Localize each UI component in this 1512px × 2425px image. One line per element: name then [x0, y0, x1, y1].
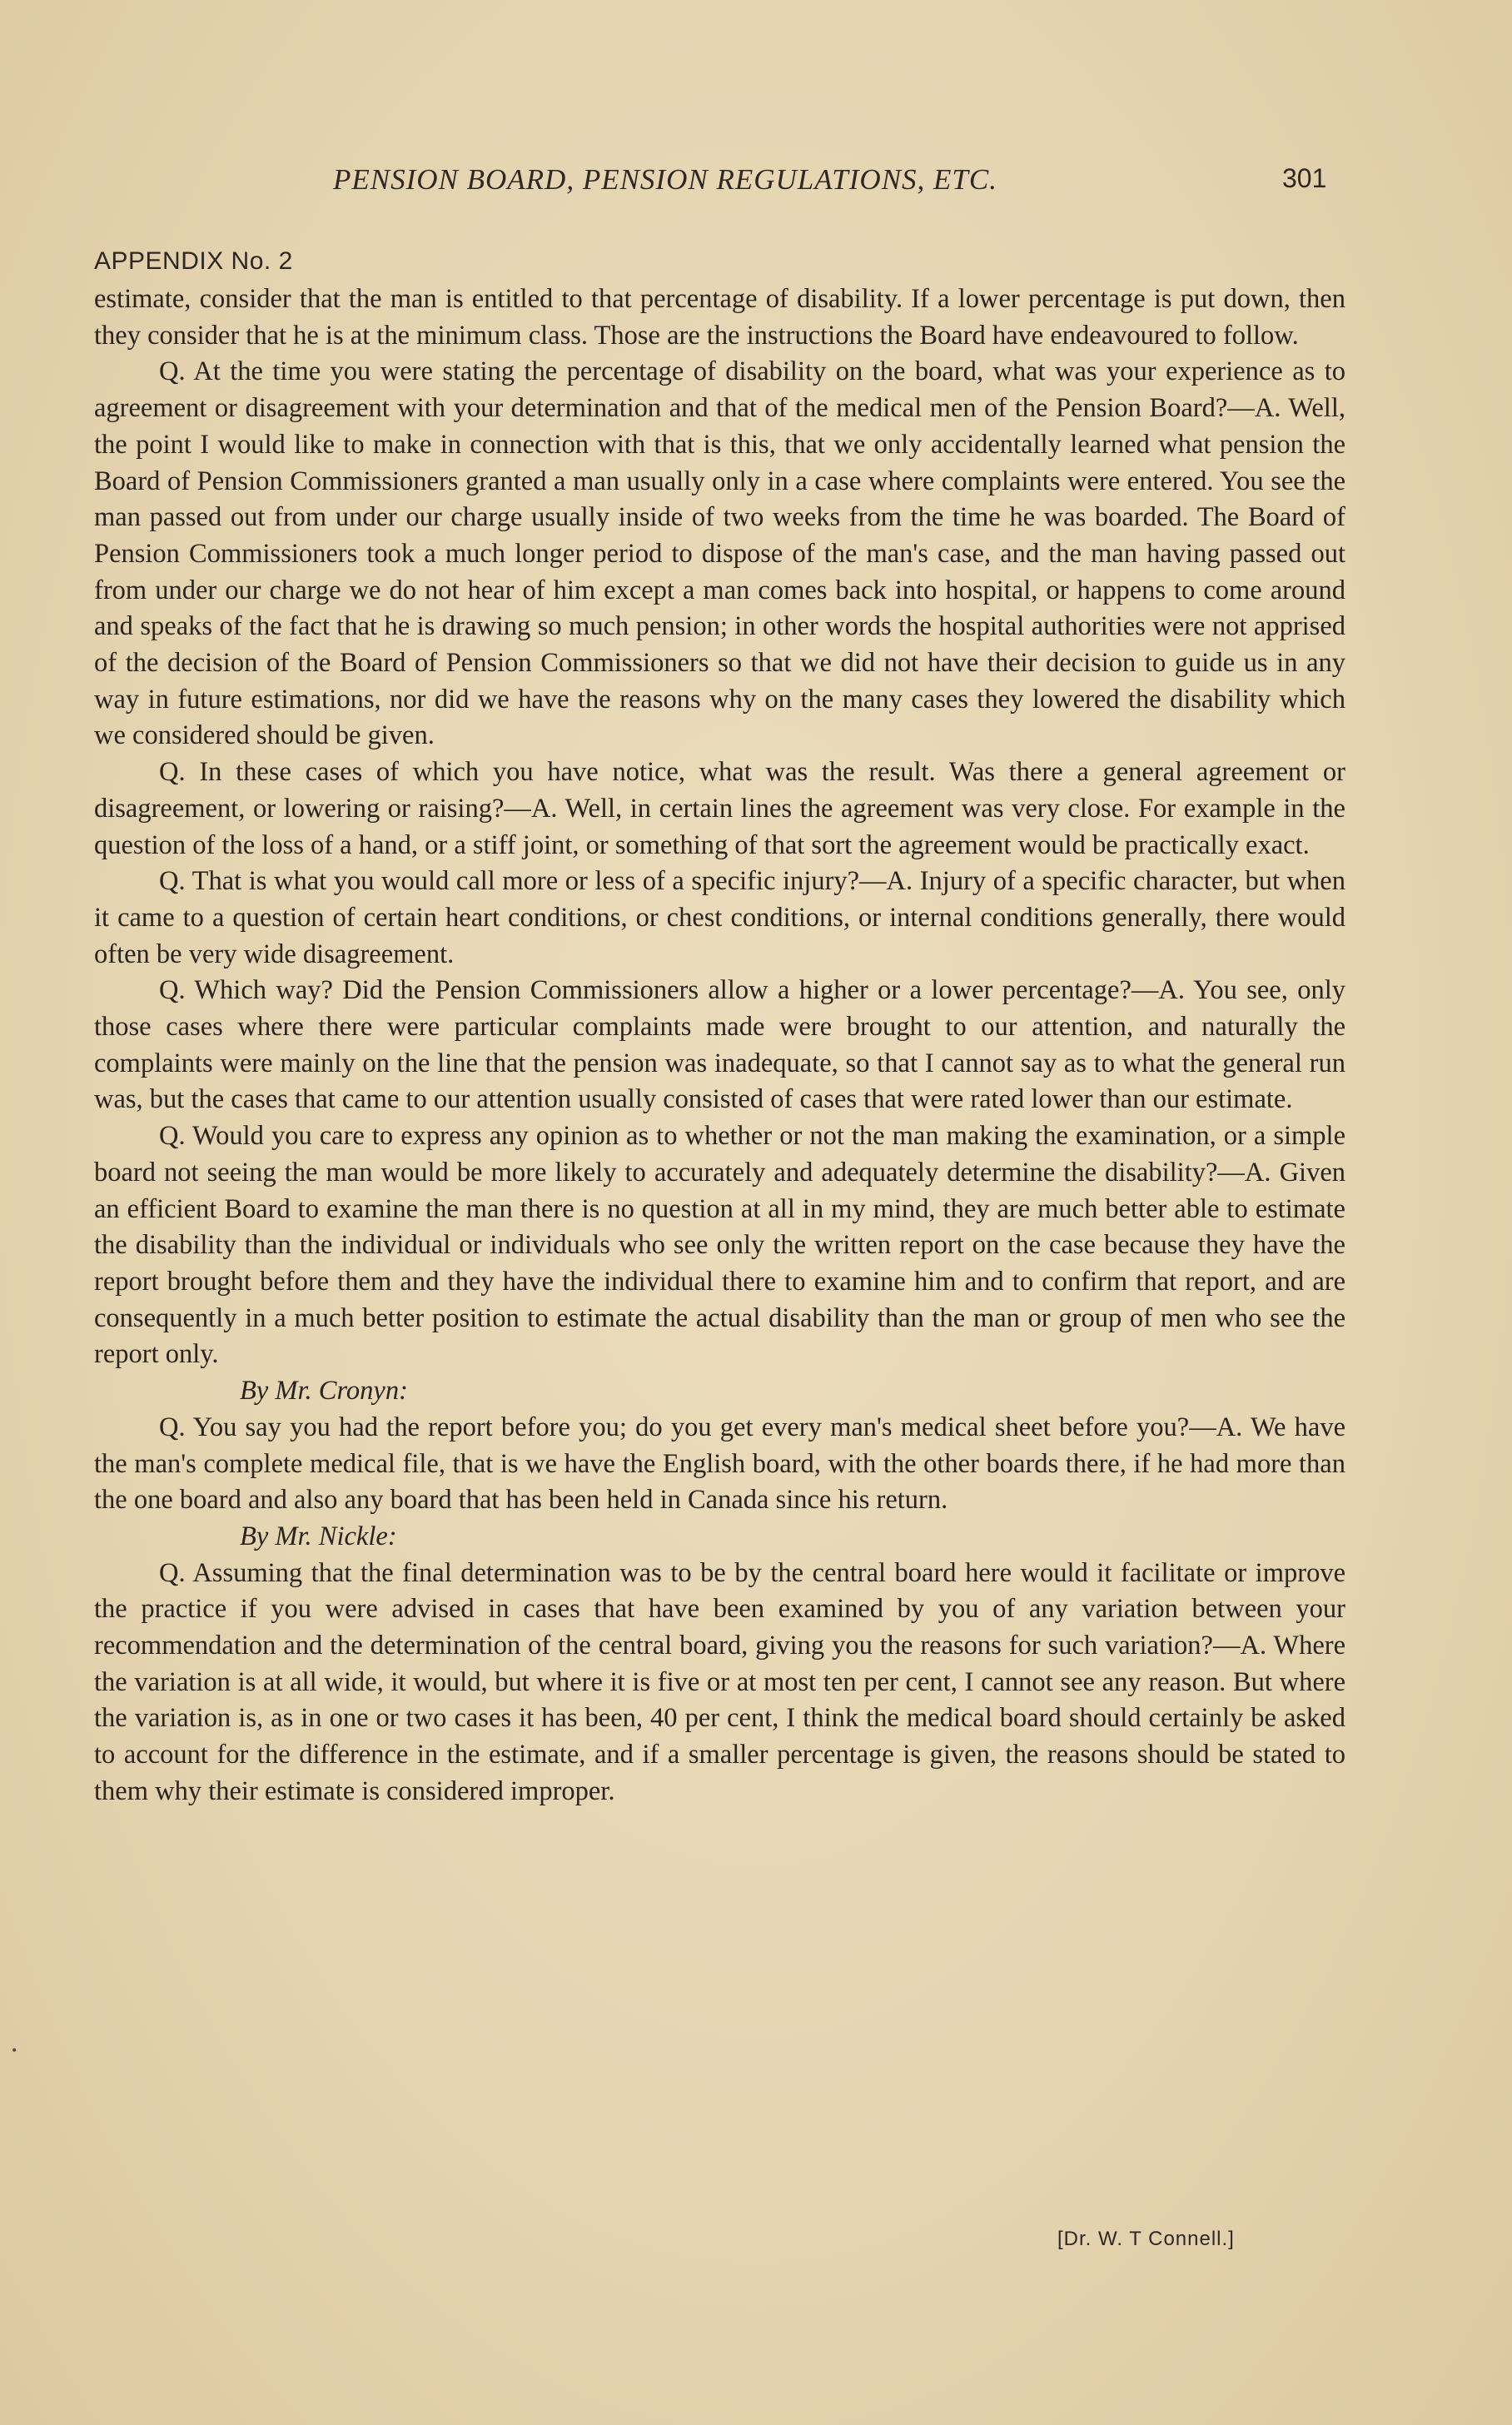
- paragraph-question-answer: Q. You say you had the report before you; do you get every man's medical sheet before you?—A. We have the man's complete medical file, that is we have the English board, with the other boards there, if he had more than the one board and also any board that has been held in Canada since his return.: [94, 1412, 1345, 1516]
- witness-signature: [Dr. W. T Connell.]: [1057, 2228, 1235, 2250]
- body-text: [94, 281, 1345, 1810]
- paragraph-question-answer: Q. That is what you would call more or less of a specific injury?—A. Injury of a specific character, but when it came to a question of certain heart conditions, or chest conditions, or internal conditions generally, there would often be very wide disagreement.: [94, 866, 1345, 969]
- appendix-label: APPENDIX No. 2: [94, 247, 293, 275]
- paragraph-question-answer: Q. Assuming that the final determination was to be by the central board here would it facilitate or improve the practice if you were advised in cases that have been examined by you of any variation between your recommendation and the determination of the central board, giving you the reasons for such variation?—A. Where the variation is at all wide, it would, but where it is five or at most ten per cent, I cannot see any reason. But where the variation is, as in one or two cases it has been, 40 per cent, I think the medical board should certainly be asked to account for the difference in the estimate, and if a smaller percentage is given, the reasons should be stated to them why their estimate is considered improper.: [94, 1557, 1345, 1806]
- running-head-title: PENSION BOARD, PENSION REGULATIONS, ETC.: [333, 163, 997, 196]
- paragraph-question-answer: Q. At the time you were stating the percentage of disability on the board, what was your experience as to agreement or disagreement with your determination and that of the medical men of the Pension Board?—A. Well, the point I would like to make in connection with that is this, that we only accidentally learned what pension the Board of Pension Commissioners granted a man usually only in a case where complaints were entered. You see the man passed out from under our charge usually inside of two weeks from the time he was boarded. The Board of Pension Commissioners took a much longer period to dispose of the man's case, and the man having passed out from under our charge we do not hear of him except a man comes back into hospital, or happens to come around and speaks of the fact that he is drawing so much pension; in other words the hospital authorities were not apprised of the decision of the Board of Pension Commissioners so that we did not have their decision to guide us in any way in future estimations, nor did we have the reasons why on the many cases they lowered the disability which we considered should be given.: [94, 356, 1345, 751]
- margin-mark: •: [12, 2042, 17, 2059]
- page-number: 301: [1282, 163, 1327, 193]
- speaker-heading: By Mr. Cronyn:: [240, 1376, 408, 1407]
- paragraph-question-answer: Q. Which way? Did the Pension Commissioners allow a higher or a lower percentage?—A. You see, only those cases where there were particular complaints made were brought to our attention, and naturally the complaints were mainly on the line that the pension was inadequate, so that I cannot say as to what the general run was, but the cases that came to our attention usually consisted of cases that were rated lower than our estimate.: [94, 975, 1345, 1115]
- speaker-heading: By Mr. Nickle:: [240, 1521, 397, 1551]
- paragraph-question-answer: Q. In these cases of which you have notice, what was the result. Was there a general agreement or disagreement, or lowering or raising?—A. Well, in certain lines the agreement was very close. For example in the question of the loss of a hand, or a stiff joint, or something of that sort the agreement would be practically exact.: [94, 757, 1345, 860]
- paragraph-continuation: estimate, consider that the man is entitled to that percentage of disability. If a lower percentage is put down, then they consider that he is at the minimum class. Those are the instructions the Board have endeavoured to follow.: [94, 284, 1345, 351]
- paragraph-question-answer: Q. Would you care to express any opinion as to whether or not the man making the examination, or a simple board not seeing the man would be more likely to accurately and adequately determine the disability?—A. Given an efficient Board to examine the man there is no question at all in my mind, they are much better able to estimate the disability than the individual or individuals who see only the written report on the case because they have the report brought before them and they have the individual there to examine him and to confirm that report, and are consequently in a much better position to estimate the actual disability than the man or group of men who see the report only.: [94, 1121, 1345, 1370]
